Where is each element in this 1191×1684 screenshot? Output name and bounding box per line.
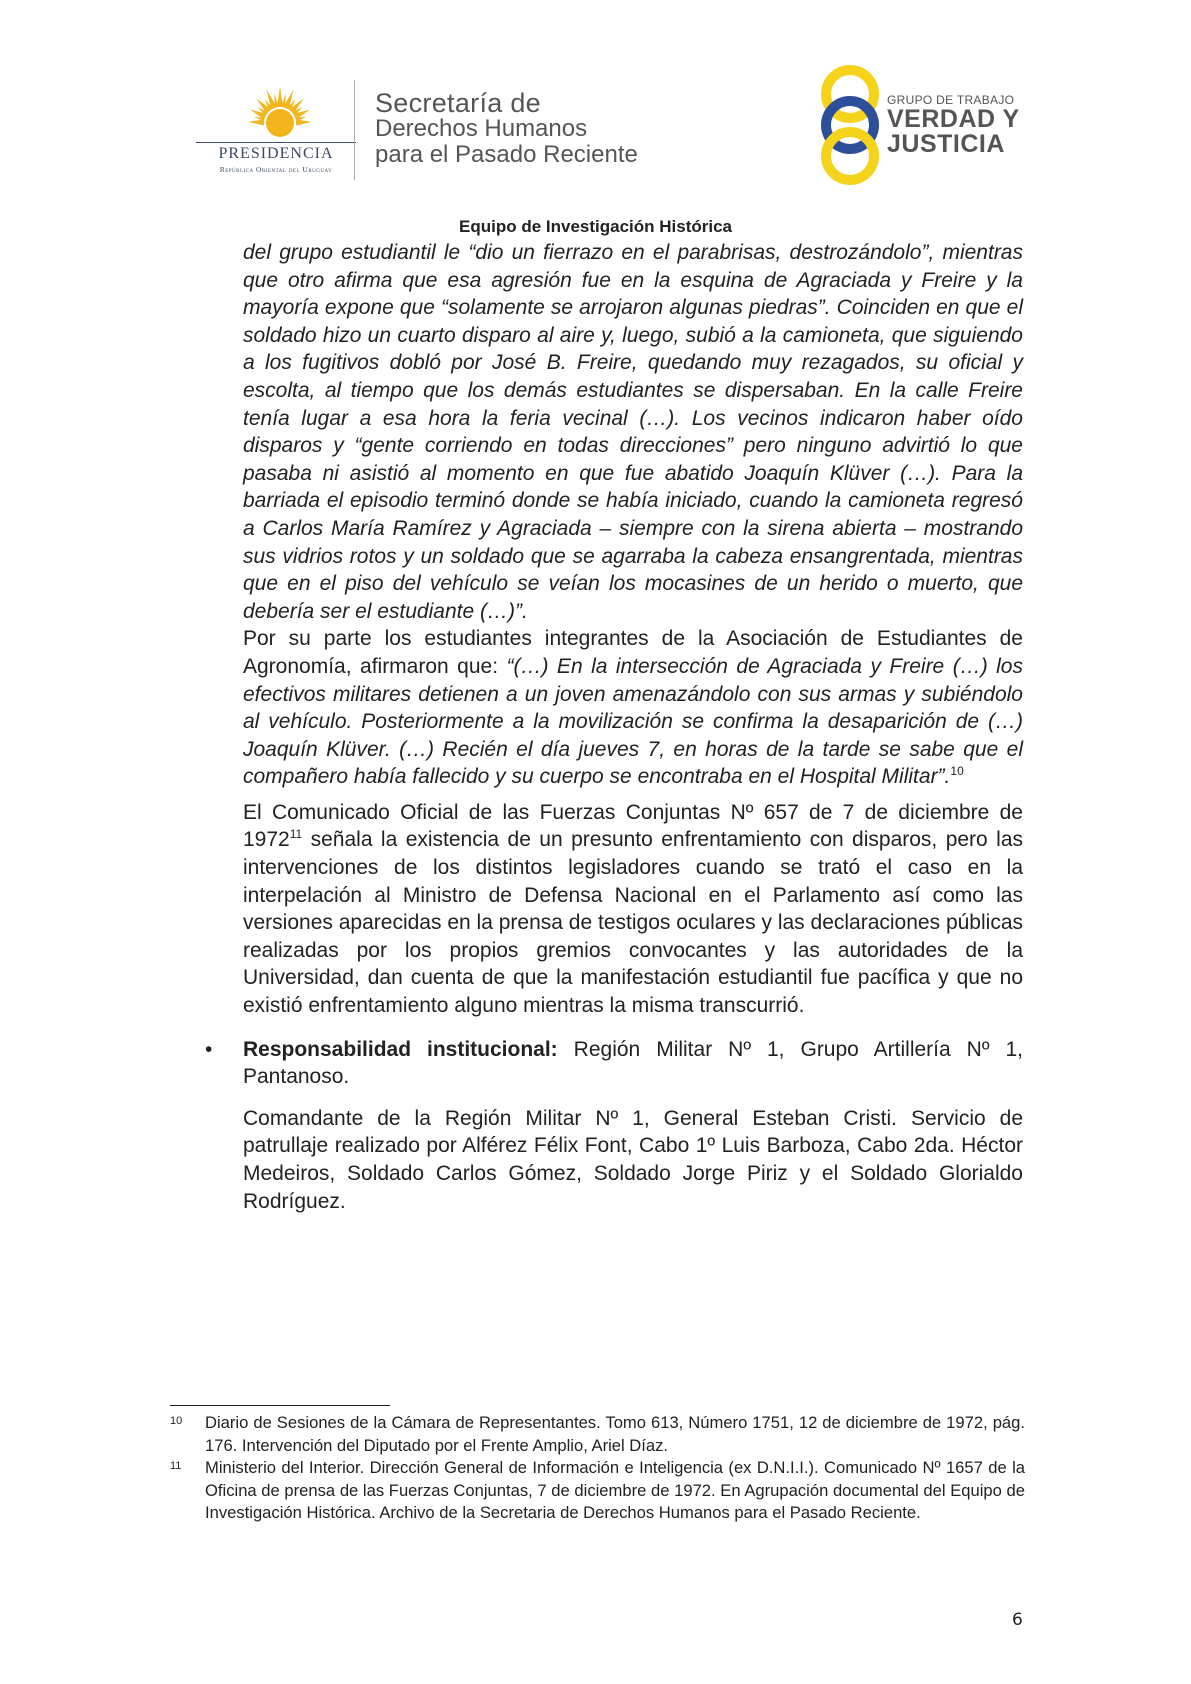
footnote-text: Diario de Sesiones de la Cámara de Representantes. Tomo 613, Número 1751, 12 de diciembre de 1972, pág. 176. Intervención del Diputado por el Frente Amplio, Ariel Díaz.	[205, 1413, 1025, 1455]
footnote-ref-10[interactable]: 10	[950, 764, 964, 779]
footnote-separator	[170, 1405, 390, 1406]
footnote-number: 11	[170, 1460, 182, 1472]
page-number: 6	[1012, 1610, 1023, 1630]
paragraph-comandante: Comandante de la Región Militar Nº 1, General Esteban Cristi. Servicio de patrullaje realizado por Alférez Félix Font, Cabo 1º Luis Barboza, Cabo 2da. Héctor Medeiros, Soldado Carlos Gómez, Soldado Jorge Piriz y el Soldado Glorialdo Rodríguez.	[243, 1106, 1023, 1213]
footnote-10	[170, 1412, 1025, 1457]
comunicado-part-a: El Comunicado Oficial de las Fuerzas Conjuntas Nº 657 de 7 de diciembre de 1972	[243, 800, 1023, 852]
paragraph-agronomia	[243, 625, 1023, 791]
footnote-number: 10	[170, 1415, 183, 1427]
grupo-line-2: VERDAD Y	[887, 105, 1020, 133]
document-body	[205, 239, 1023, 1215]
agronomia-intro: Por su parte los estudiantes integrantes de la Asociación de Estudiantes de Agronomía, afirmaron que:	[243, 627, 1023, 678]
presidencia-label: PRESIDENCIA	[196, 142, 356, 163]
comunicado-part-b: señala la existencia de un presunto enfrentamiento con disparos, pero las intervenciones de los distintos legisladores cuando se trató el caso en la interpelación al Ministro de Defensa Nacional en el Parlamento así como las versiones aparecidas en la prensa de testigos oculares y las declaraciones públicas realizadas por los propios gremios convocantes y las autoridades de la Universidad, dan cuenta de que la manifestación estudiantil fue pacífica y que no existió enfrentamiento alguno mientras la misma transcurrió.	[243, 828, 1023, 1018]
footnotes	[170, 1412, 1025, 1525]
sun-logo-icon	[230, 85, 330, 145]
grupo-line-3: JUSTICIA	[887, 130, 1005, 158]
secretaria-logo-text	[375, 90, 638, 168]
verdad-justicia-rings-icon	[810, 63, 890, 188]
header-divider	[354, 80, 355, 180]
republica-label: República Oriental del Uruguay	[219, 165, 333, 174]
responsabilidad-label: Responsabilidad institucional:	[243, 1037, 558, 1061]
bullet-icon: •	[205, 1037, 213, 1061]
paragraph-comunicado	[243, 799, 1023, 1020]
page-header	[0, 0, 1191, 215]
secretaria-line-2: Derechos Humanos	[375, 115, 588, 142]
bullet-responsabilidad	[205, 1036, 1023, 1091]
team-heading: Equipo de Investigación Histórica	[459, 217, 732, 236]
presidencia-logo-text	[196, 142, 356, 174]
footnote-11	[170, 1457, 1025, 1525]
secretaria-line-1: Secretaría de	[375, 88, 541, 118]
responsabilidad-text: Región Militar Nº 1, Grupo Artillería Nº 1, Pantanoso.	[243, 1037, 1023, 1089]
grupo-trabajo-logo-text	[887, 93, 1020, 157]
agronomia-quote: “(…) En la intersección de Agraciada y Freire (…) los efectivos militares detienen a un joven amenazándolo con sus armas y subiéndolo al vehículo. Posteriormente a la movilización se confirma la desaparición de (…) Joaquín Klüver. (…) Recién el día jueves 7, en horas de la tarde se sabe que el compañero había fallecido y su cuerpo se encontraba en el Hospital Militar”.	[243, 654, 1023, 789]
footnote-ref-11[interactable]: 11	[289, 827, 303, 842]
grupo-line-1: GRUPO DE TRABAJO	[887, 93, 1015, 107]
footnote-text: Ministerio del Interior. Dirección General de Información e Inteligencia (ex D.N.I.I.). Comunicado Nº 1657 de la Oficina de prensa de las Fuerzas Conjuntas, 7 de diciembre de 1972. En Agrupación documental del Equipo de Investigación Histórica. Archivo de la Secretaria de Derechos Humanos para el Pasado Reciente.	[205, 1458, 1025, 1522]
paragraph-quote-continuation: del grupo estudiantil le “dio un fierrazo en el parabrisas, destrozándolo”, mientras que otro afirma que esa agresión fue en la esquina de Agraciada y Freire y la mayoría expone que “solamente se arrojaron algunas piedras”. Coinciden en que el soldado hizo un cuarto disparo al aire y, luego, subió a la camioneta, que siguiendo a los fugitivos dobló por José B. Freire, quedando muy rezagados, su oficial y escolta, al tiempo que los demás estudiantes se dispersaban. En la calle Freire tenía lugar a esa hora la feria vecinal (…). Los vecinos indicaron haber oído disparos y “gente corriendo en todas direcciones” pero ninguno advirtió lo que pasaba ni asistió al momento en que fue abatido Joaquín Klüver (…). Para la barriada el episodio terminó donde se había iniciado, cuando la camioneta regresó a Carlos María Ramírez y Agraciada – siempre con la sirena abierta – mostrando sus vidrios rotos y un soldado que se agarraba la cabeza ensangrentada, mientras que en el piso del vehículo se veían los mocasines de un herido o muerto, que debería ser el estudiante (…)”.	[243, 241, 1023, 623]
secretaria-line-3: para el Pasado Reciente	[375, 141, 638, 168]
